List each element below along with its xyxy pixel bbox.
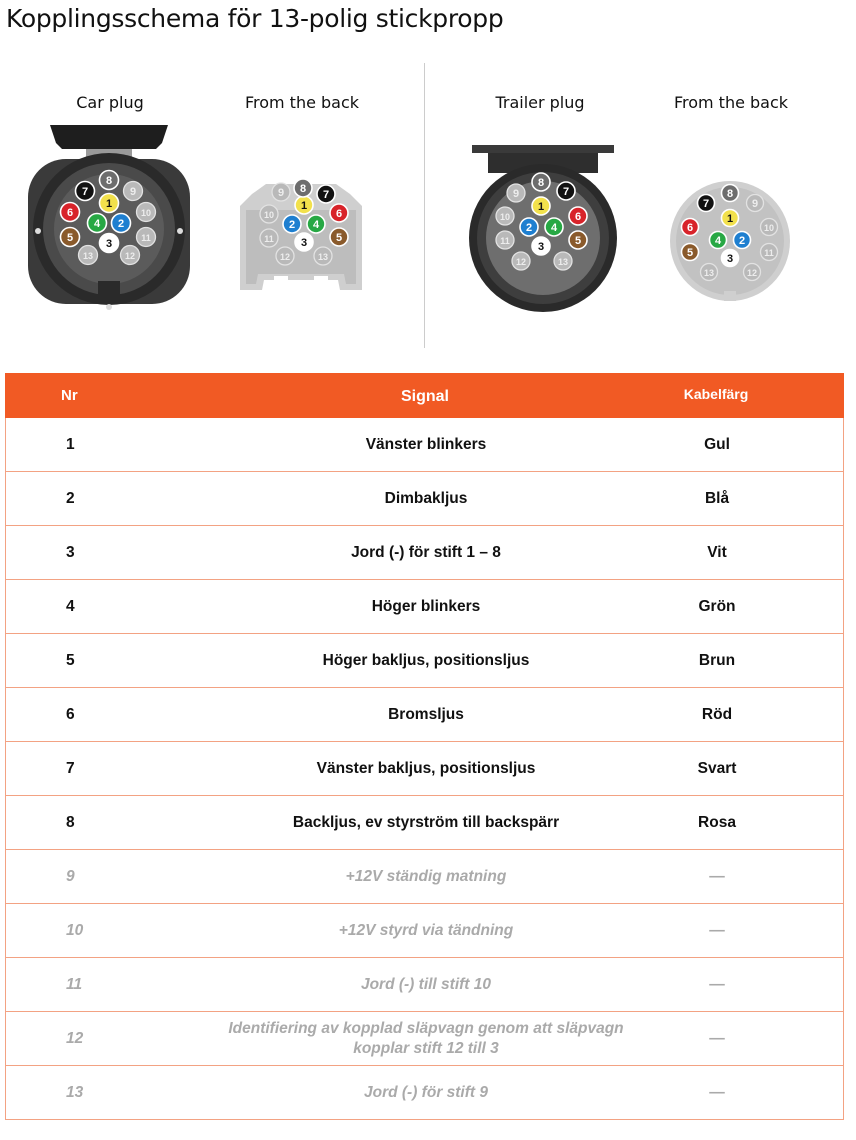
pin-1 <box>722 210 739 227</box>
pin-label: 10 <box>763 222 775 233</box>
pin-2 <box>734 232 751 249</box>
signal-text: Jord (-) för stift 9 <box>364 1083 488 1101</box>
pin-9 <box>507 184 525 202</box>
pin-13 <box>701 264 718 281</box>
pin-label: 9 <box>512 187 520 200</box>
pin-label: 3 <box>726 252 734 265</box>
page-title: Kopplingsschema för 13-polig stickpropp <box>6 4 504 33</box>
table-row <box>5 1066 844 1120</box>
pin-label: 8 <box>299 182 307 195</box>
pin-label: 2 <box>288 218 296 231</box>
pin-label: 12 <box>279 251 291 262</box>
header-color: Kabelfärg <box>683 386 749 402</box>
cable-color: — <box>709 867 725 885</box>
pin-3 <box>295 233 313 251</box>
cable-color: Röd <box>701 705 733 723</box>
pin-11 <box>496 231 514 249</box>
table-row <box>5 526 844 580</box>
header-signal: Signal <box>400 388 449 405</box>
pin-1 <box>100 194 119 213</box>
pin-label: 3 <box>105 237 113 250</box>
pin-label: 5 <box>574 234 582 247</box>
pin-8 <box>722 185 739 202</box>
pin-number: 5 <box>66 651 75 669</box>
table-row <box>5 580 844 634</box>
pin-3 <box>100 234 119 253</box>
pin-label: 5 <box>66 231 74 244</box>
table-body <box>5 418 844 1120</box>
cable-color: Gul <box>704 435 730 453</box>
pin-number: 2 <box>66 489 75 507</box>
pin-number: 11 <box>66 975 83 993</box>
table-row <box>5 796 844 850</box>
pin-label: 11 <box>764 247 774 258</box>
pin-4 <box>88 214 107 233</box>
wiring-diagrams <box>0 55 856 355</box>
pin-6 <box>330 204 348 222</box>
cable-color: — <box>709 975 725 993</box>
pin-5 <box>330 228 348 246</box>
pin-10 <box>137 203 156 222</box>
pin-number: 10 <box>66 921 84 939</box>
pin-label: 2 <box>117 217 125 230</box>
caption-car-back: From the back <box>244 93 360 112</box>
pin-label: 2 <box>525 221 533 234</box>
signal-text: Jord (-) för stift 1 – 8 <box>351 543 501 561</box>
pin-12 <box>744 264 761 281</box>
pin-number: 1 <box>66 435 75 453</box>
pin-5 <box>682 244 699 261</box>
pin-label: 5 <box>335 231 343 244</box>
pin-label: 4 <box>93 217 101 230</box>
table-row <box>5 850 844 904</box>
pin-number: 6 <box>66 705 75 723</box>
pin-label: 6 <box>66 206 74 219</box>
pin-label: 8 <box>537 176 545 189</box>
pin-13 <box>554 252 572 270</box>
pin-label: 6 <box>574 210 582 223</box>
pin-label: 2 <box>738 234 746 247</box>
table-row <box>5 958 844 1012</box>
pin-11 <box>761 244 778 261</box>
pin-label: 11 <box>141 232 151 243</box>
pin-12 <box>121 246 140 265</box>
table-header <box>5 373 844 418</box>
signal-text: Jord (-) till stift 10 <box>360 975 492 993</box>
pin-8 <box>100 171 119 190</box>
table-row <box>5 418 844 472</box>
pin-7 <box>557 182 575 200</box>
pin-label: 9 <box>277 186 285 199</box>
pin-label: 12 <box>746 267 758 278</box>
pin-table <box>5 373 844 1120</box>
pin-8 <box>294 179 312 197</box>
pin-label: 9 <box>751 197 759 210</box>
signal-text: Vänster blinkers <box>365 435 487 453</box>
pin-8 <box>532 173 550 191</box>
pin-11 <box>137 228 156 247</box>
trailer-plug-back-diagram <box>666 181 794 303</box>
table-row <box>5 742 844 796</box>
cable-color: Brun <box>698 651 736 669</box>
pin-label: 11 <box>264 233 274 244</box>
pin-label: 12 <box>515 256 527 267</box>
signal-text: +12V styrd via tändning <box>338 921 514 939</box>
signal-text: Dimbakljus <box>384 489 468 507</box>
pin-label: 10 <box>263 209 275 220</box>
pin-5 <box>569 231 587 249</box>
pin-4 <box>307 215 325 233</box>
cable-color: Rosa <box>698 813 736 831</box>
pin-6 <box>61 203 80 222</box>
signal-text: Höger blinkers <box>371 597 481 615</box>
pin-6 <box>682 219 699 236</box>
car-plug-diagram <box>28 123 190 318</box>
pin-label: 7 <box>702 197 710 210</box>
pin-number: 8 <box>66 813 75 831</box>
cable-color: — <box>709 921 725 939</box>
pin-9 <box>272 183 290 201</box>
pin-number: 3 <box>66 543 75 561</box>
pin-7 <box>317 185 335 203</box>
table-row <box>5 688 844 742</box>
pin-label: 1 <box>537 200 545 213</box>
caption-trailer-back: From the back <box>673 93 789 112</box>
pin-number: 12 <box>66 1029 84 1047</box>
pin-12 <box>276 247 294 265</box>
pin-4 <box>710 232 727 249</box>
pin-1 <box>295 196 313 214</box>
pin-label: 1 <box>300 199 308 212</box>
table-row <box>5 1012 844 1066</box>
signal-text: Höger bakljus, positionsljus <box>322 651 530 669</box>
pin-13 <box>79 246 98 265</box>
pin-number: 4 <box>66 597 75 615</box>
pin-number: 9 <box>66 867 75 885</box>
pin-label: 13 <box>317 251 329 262</box>
pin-label: 13 <box>82 250 94 261</box>
table-row <box>5 472 844 526</box>
pin-label: 13 <box>557 256 569 267</box>
cable-color: Svart <box>697 759 737 777</box>
pin-2 <box>520 218 538 236</box>
pin-7 <box>76 182 95 201</box>
pin-number: 7 <box>66 759 75 777</box>
signal-text: Backljus, ev styrström till backspärr <box>292 813 560 831</box>
pin-label: 1 <box>105 197 113 210</box>
divider <box>424 63 425 348</box>
pin-label: 4 <box>312 218 320 231</box>
pin-7 <box>698 195 715 212</box>
caption-car-plug: Car plug <box>76 93 144 112</box>
pin-label: 10 <box>499 211 511 222</box>
pin-label: 4 <box>550 221 558 234</box>
pin-12 <box>512 252 530 270</box>
cable-color: — <box>709 1083 725 1101</box>
pin-label: 7 <box>81 185 89 198</box>
caption-trailer-plug: Trailer plug <box>495 93 585 112</box>
pin-label: 6 <box>686 221 694 234</box>
pin-label: 6 <box>335 207 343 220</box>
pin-10 <box>496 207 514 225</box>
cable-color: Grön <box>698 597 736 615</box>
pin-label: 7 <box>562 185 570 198</box>
pin-label: 8 <box>105 174 113 187</box>
pin-label: 5 <box>686 246 694 259</box>
pin-label: 3 <box>300 236 308 249</box>
trailer-plug-diagram <box>468 143 618 313</box>
pin-13 <box>314 247 332 265</box>
pin-label: 10 <box>140 207 152 218</box>
cable-color: Vit <box>707 543 727 561</box>
pin-4 <box>545 218 563 236</box>
pin-label: 4 <box>714 234 722 247</box>
pin-number: 13 <box>66 1083 84 1101</box>
pin-3 <box>532 237 550 255</box>
pin-2 <box>112 214 131 233</box>
cable-color: Blå <box>704 489 730 507</box>
pin-10 <box>761 219 778 236</box>
signal-text: Identifiering av kopplad släpvagn genom att släpvagn kopplar stift 12 till 3 <box>228 1019 624 1057</box>
pin-label: 8 <box>726 187 734 200</box>
pin-11 <box>260 229 278 247</box>
pin-label: 3 <box>537 240 545 253</box>
signal-text: +12V ständig matning <box>345 867 507 885</box>
pin-10 <box>260 205 278 223</box>
signal-text: Bromsljus <box>388 705 464 723</box>
pin-label: 12 <box>124 250 136 261</box>
cable-color: — <box>709 1029 725 1047</box>
pin-label: 9 <box>129 185 137 198</box>
header-nr: Nr <box>61 387 78 404</box>
table-row <box>5 904 844 958</box>
pin-3 <box>722 250 739 267</box>
table-row <box>5 634 844 688</box>
pin-label: 1 <box>726 212 734 225</box>
pin-label: 11 <box>500 235 510 246</box>
pin-9 <box>124 182 143 201</box>
pin-6 <box>569 207 587 225</box>
car-plug-back-diagram <box>238 180 364 296</box>
pin-label: 13 <box>703 267 715 278</box>
signal-text: Vänster bakljus, positionsljus <box>316 759 536 777</box>
pin-2 <box>283 215 301 233</box>
pin-label: 7 <box>322 188 330 201</box>
pin-5 <box>61 228 80 247</box>
pin-1 <box>532 197 550 215</box>
pin-9 <box>747 195 764 212</box>
